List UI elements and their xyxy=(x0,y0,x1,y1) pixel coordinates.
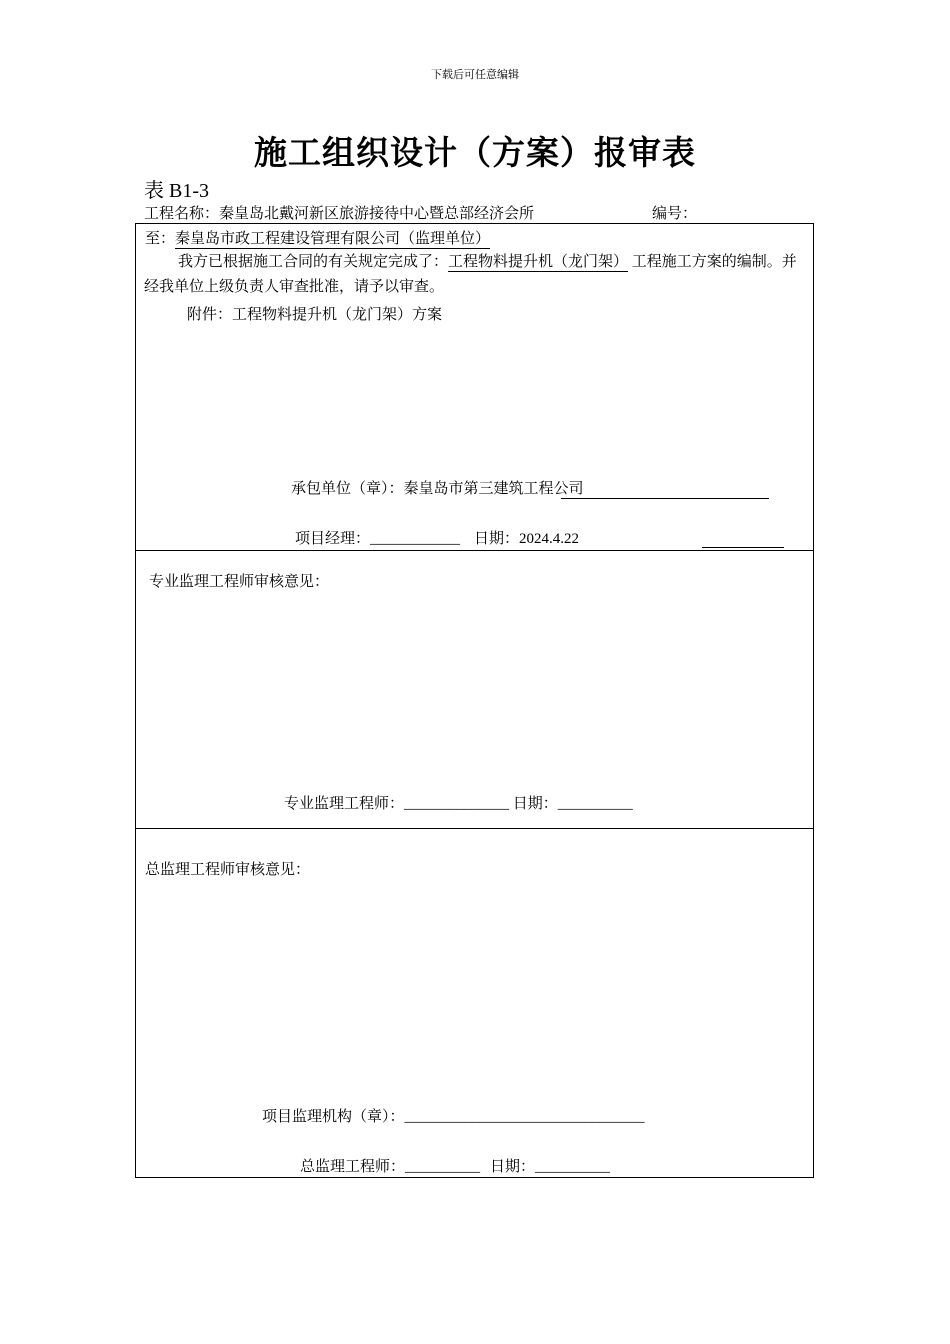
pm-date-line xyxy=(295,527,579,548)
addressee-line xyxy=(145,227,490,248)
engineer-sign-line xyxy=(284,792,633,813)
engineer-sign-label: 专业监理工程师： xyxy=(284,796,405,812)
page-header-note: 下载后可任意编辑 xyxy=(431,69,519,81)
to-label: 至： xyxy=(145,231,176,247)
org-label: 项目监理机构（章）： xyxy=(262,1109,405,1125)
submission-body xyxy=(144,250,808,300)
contractor-name: 秦皇岛市第三建筑工程公司 xyxy=(403,481,584,497)
submission-section xyxy=(135,223,814,551)
contractor-label: 承包单位（章）： xyxy=(291,481,404,497)
form-number: 表 B1-3 xyxy=(144,180,209,202)
project-name-line xyxy=(144,202,534,223)
engineer-date-blank: __________ xyxy=(557,796,633,812)
chief-sign-label: 总监理工程师： xyxy=(300,1159,406,1175)
chief-review-heading: 总监理工程师审核意见： xyxy=(145,862,311,878)
engineer-review-section xyxy=(135,550,814,829)
engineer-sign-blank: ______________ xyxy=(404,796,510,812)
attachment-line: 附件：工程物料提升机（龙门架）方案 xyxy=(187,307,443,323)
supervision-unit: 秦皇岛市政工程建设管理有限公司（监理单位） xyxy=(175,231,491,247)
body-before: 我方已根据施工合同的有关规定完成了： xyxy=(178,254,449,270)
chief-sign-blank: __________ xyxy=(405,1159,481,1175)
pm-label: 项目经理： xyxy=(295,531,371,547)
org-blank: ________________________________ xyxy=(404,1109,645,1125)
contractor-line xyxy=(291,477,584,498)
engineer-date-label: 日期： xyxy=(512,796,558,812)
project-name: 秦皇岛北戴河新区旅游接待中心暨总部经济会所 xyxy=(219,206,535,222)
scheme-item: 工程物料提升机（龙门架） xyxy=(448,254,629,270)
date-label: 日期： xyxy=(474,531,520,547)
chief-sign-line xyxy=(300,1155,610,1176)
chief-date-label: 日期： xyxy=(490,1159,536,1175)
serial-number-label: 编号： xyxy=(652,206,698,222)
date-extra-underline xyxy=(702,547,784,548)
org-seal-line xyxy=(262,1105,645,1126)
page-title: 施工组织设计（方案）报审表 xyxy=(254,136,696,172)
project-label: 工程名称： xyxy=(144,206,220,222)
chief-review-section xyxy=(135,828,814,1178)
submission-date: 2024.4.22 xyxy=(519,531,580,547)
pm-blank: ____________ xyxy=(370,531,461,547)
body-after: 工程施工方案的编制。并经我单位上级负责人审查批准，请予以审查。 xyxy=(144,254,797,295)
contractor-underline xyxy=(561,498,769,499)
engineer-review-heading: 专业监理工程师审核意见： xyxy=(149,574,330,590)
chief-date-blank: __________ xyxy=(535,1159,611,1175)
